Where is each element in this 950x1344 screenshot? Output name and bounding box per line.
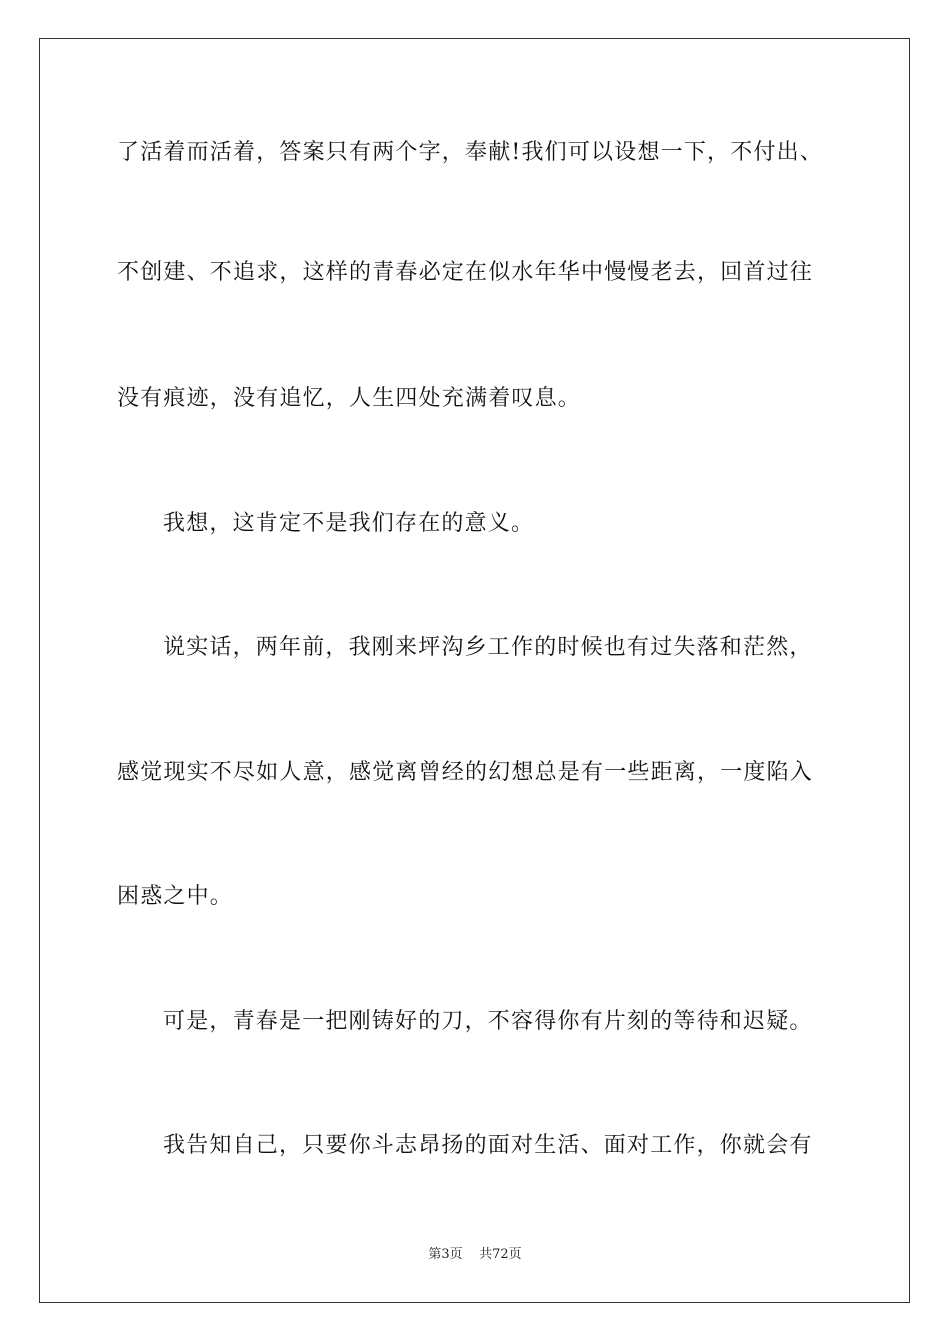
page-total: 共72页 — [479, 1247, 522, 1262]
text-line-9: 我告知自己，只要你斗志昂扬的面对生活、面对工作，你就会有 — [163, 1133, 813, 1158]
text-line-7: 困惑之中。 — [117, 884, 234, 909]
text-line-5: 说实话，两年前，我刚来坪沟乡工作的时候也有过失落和茫然， — [163, 635, 813, 660]
text-line-6: 感觉现实不尽如人意，感觉离曾经的幻想总是有一些距离，一度陷入 — [117, 760, 814, 785]
text-line-4: 我想，这肯定不是我们存在的意义。 — [163, 511, 535, 536]
page-number: 第3页 — [428, 1247, 463, 1262]
page-footer — [0, 1246, 950, 1264]
text-line-1: 了活着而活着，答案只有两个字，奉献!我们可以设想一下，不付出、 — [117, 140, 824, 165]
text-line-8: 可是，青春是一把刚铸好的刀，不容得你有片刻的等待和迟疑。 — [163, 1009, 813, 1034]
text-line-2: 不创建、不追求，这样的青春必定在似水年华中慢慢老去，回首过往 — [117, 260, 814, 285]
text-line-3: 没有痕迹，没有追忆，人生四处充满着叹息。 — [117, 386, 582, 411]
page-frame — [39, 38, 910, 1303]
